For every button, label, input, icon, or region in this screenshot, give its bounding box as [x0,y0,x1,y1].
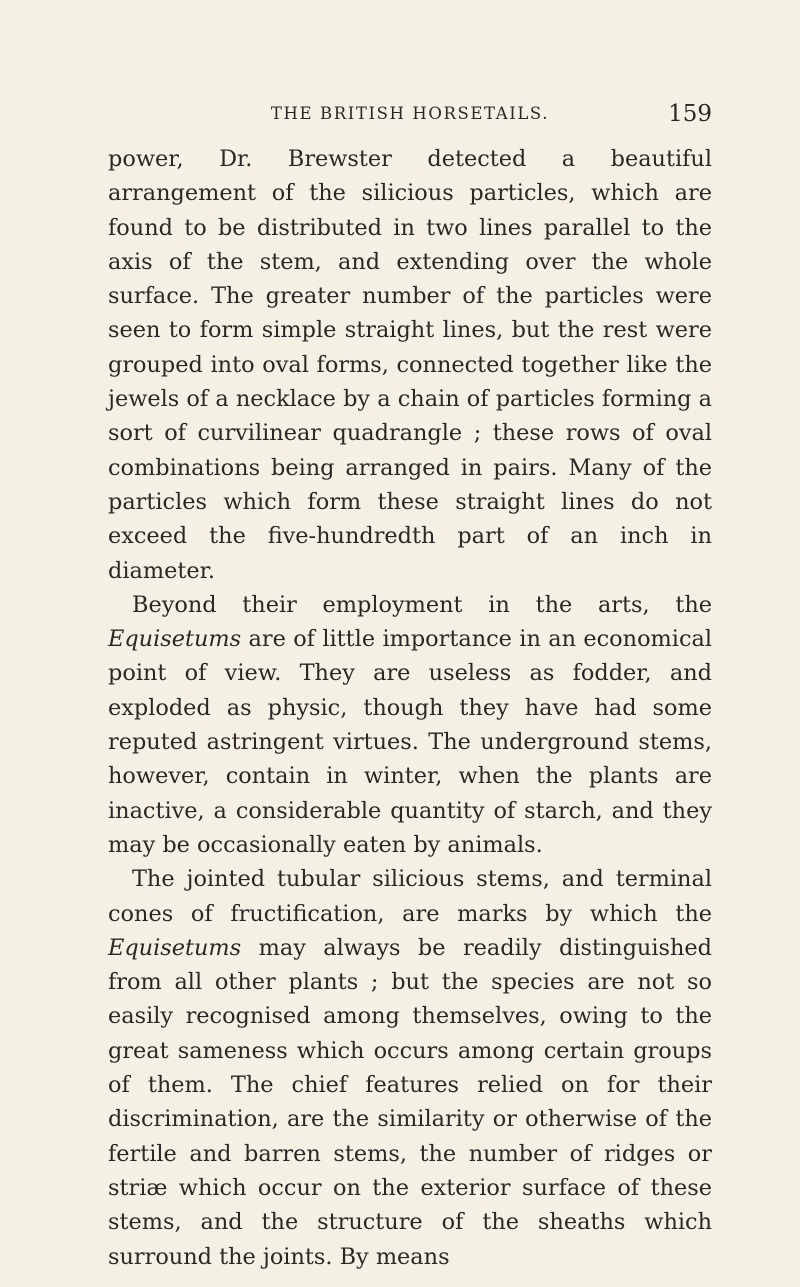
genus-name-italic: Equisetums [108,934,242,961]
genus-name-italic: Equisetums [108,626,242,653]
running-title: THE BRITISH HORSETAILS. [270,104,550,123]
paragraph-silicious-particles [108,142,712,588]
paragraph-text: power, Dr. Brewster detected a beautiful arrangement of the silicious particles, which are found to be distributed in two lines parallel to the axis of the stem, and extending over the whole surface. The greater number of the particles were seen to form simple straight lines, but the rest were grouped into oval forms, connected together like the jewels of a necklace by a chain of particles forming a sort of curvilinear quadrangle ; these rows of oval combinations being arranged in pairs. Many of the particles which form these straight lines do not exceed the five-hundredth part of an inch in diameter. [108,146,712,584]
paragraph-distinguishing-marks [108,862,712,1274]
paragraph-text: The jointed tubular silicious stems, and terminal cones of fructification, are marks by which the [108,866,712,927]
page-number: 159 [668,101,712,127]
running-head [108,97,712,131]
paragraph-text: Beyond their employment in the arts, the [132,591,712,618]
paragraph-text: may always be readily distinguished from all other plants ; but the species are not so easily recognised among themselves, owing to the great sameness which occurs among certain groups of them. The chief features relied on for their discrimination, are the similarity or otherwise of the fertile and barren stems, the number of ridges or striæ which occur on the exterior surface of these stems, and the structure of the sheaths which surround the joints. By means [108,934,712,1270]
paragraph-text: are of little importance in an economical point of view. They are useless as fodder, and exploded as physic, though they have had some reputed astringent virtues. The underground stems, however, contain in winter, when the plants are inactive, a considerable quantity of starch, and they may be occasionally eaten by animals. [108,626,712,858]
body-text [108,142,712,1274]
paragraph-economic-importance [108,588,712,862]
